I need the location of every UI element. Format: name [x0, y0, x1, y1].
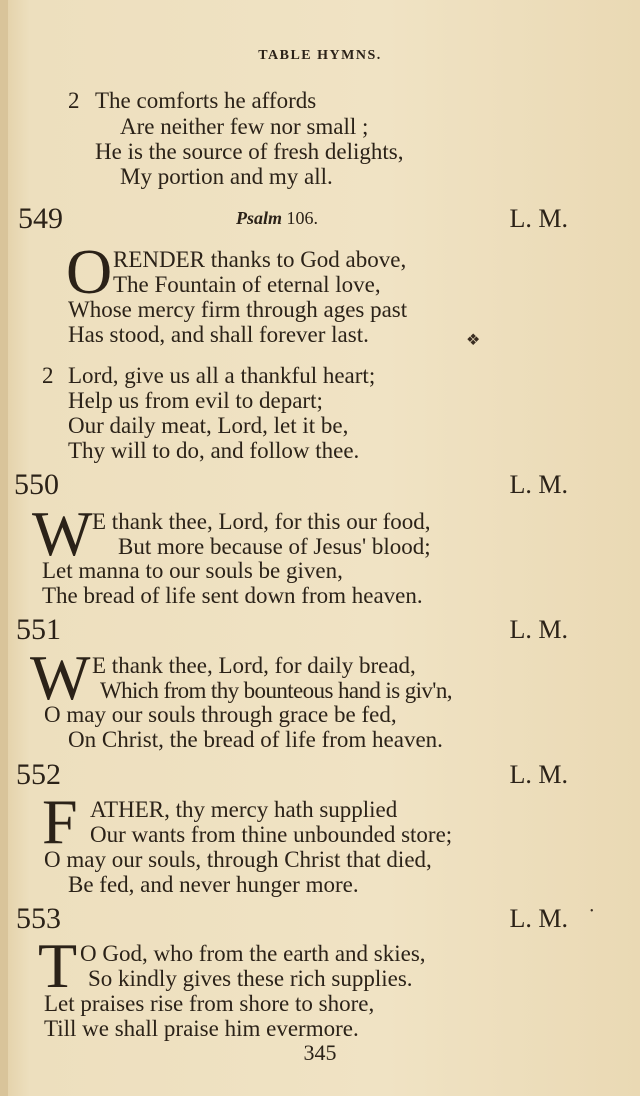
drop-cap: W	[32, 498, 93, 569]
hymn-number: 550	[14, 468, 59, 501]
verse-line: ATHER, thy mercy hath supplied	[90, 797, 398, 822]
hymn-meter: L. M.	[509, 904, 568, 933]
verse-line: Are neither few nor small ;	[120, 114, 369, 139]
verse-line: Let manna to our souls be given,	[42, 558, 343, 583]
verse-line: He is the source of fresh delights,	[95, 139, 404, 164]
verse-line: Let praises rise from shore to shore,	[44, 991, 375, 1016]
hymn-number: 552	[16, 758, 61, 791]
hymn-number: 551	[16, 613, 61, 646]
hymn-number: 553	[16, 902, 61, 935]
verse-line: RENDER thanks to God above,	[113, 247, 407, 272]
verse-line: O God, who from the earth and skies,	[80, 941, 426, 966]
page-binding-edge	[0, 0, 8, 1096]
speck-mark-icon: •	[590, 906, 594, 917]
verse-line: O may our souls, through Christ that died,	[44, 847, 432, 872]
ink-blot-icon: ❖	[466, 332, 481, 349]
verse-line: Has stood, and shall forever last.	[68, 322, 369, 347]
drop-cap: W	[30, 642, 91, 713]
verse-line: E thank thee, Lord, for this our food,	[92, 509, 431, 534]
psalm-number: 106.	[286, 208, 319, 228]
verse-line: My portion and my all.	[120, 164, 333, 189]
verse-line: Lord, give us all a thankful heart;	[68, 363, 376, 388]
verse-line: The comforts he affords	[95, 88, 317, 113]
verse-line: O may our souls through grace be fed,	[44, 702, 397, 727]
drop-cap: T	[38, 930, 78, 1001]
psalm-word: Psalm	[236, 208, 283, 228]
verse-line: Help us from evil to depart;	[68, 388, 323, 413]
hymn-meter: L. M.	[509, 470, 568, 499]
verse-line: Till we shall praise him evermore.	[44, 1016, 359, 1041]
verse-number: 2	[68, 88, 80, 113]
verse-line: On Christ, the bread of life from heaven.	[68, 727, 443, 752]
running-header: TABLE HYMNS.	[258, 48, 382, 63]
verse-line: Our wants from thine unbounded store;	[90, 822, 453, 847]
verse-number: 2	[42, 363, 54, 388]
verse-line: Be fed, and never hunger more.	[68, 872, 359, 897]
hymn-meter: L. M.	[509, 204, 568, 233]
page-number: 345	[303, 1040, 337, 1065]
drop-cap: F	[42, 786, 78, 857]
verse-line: But more because of Jesus' blood;	[118, 534, 431, 559]
verse-line: So kindly gives these rich supplies.	[88, 966, 413, 991]
verse-line: The Fountain of eternal love,	[113, 272, 381, 297]
hymn-meter: L. M.	[509, 615, 568, 644]
verse-line: Which from thy bounteous hand is giv'n,	[100, 678, 452, 703]
verse-line: Our daily meat, Lord, let it be,	[68, 413, 349, 438]
psalm-reference	[236, 208, 318, 229]
verse-line: Thy will to do, and follow thee.	[68, 438, 360, 463]
verse-line: The bread of life sent down from heaven.	[42, 583, 423, 608]
verse-line: Whose mercy firm through ages past	[68, 297, 408, 322]
verse-line: E thank thee, Lord, for daily bread,	[92, 653, 416, 678]
hymn-number: 549	[18, 202, 63, 235]
drop-cap: O	[66, 236, 113, 307]
hymn-meter: L. M.	[509, 760, 568, 789]
